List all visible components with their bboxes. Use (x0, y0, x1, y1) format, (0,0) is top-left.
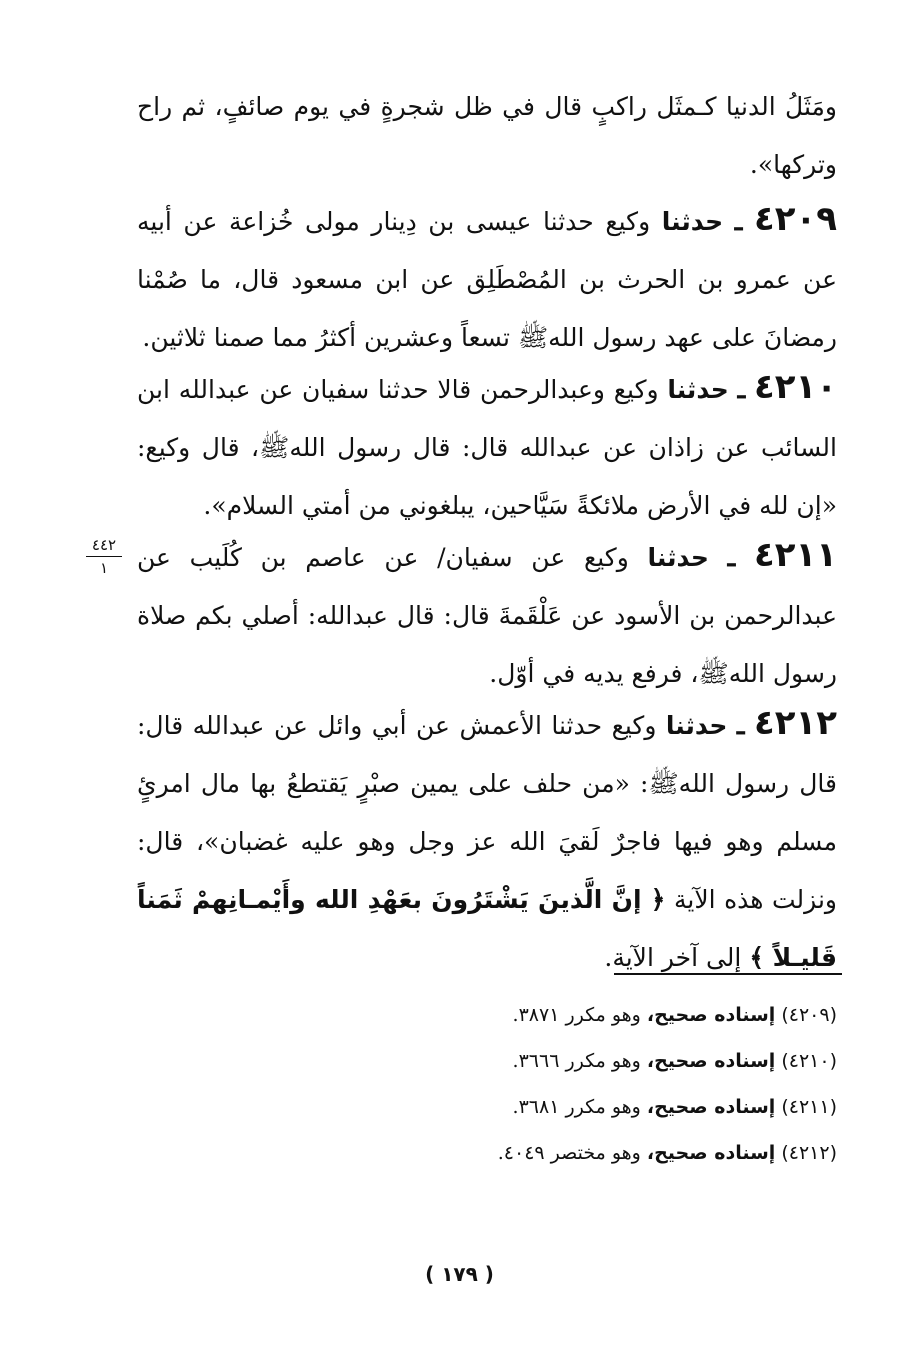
quran-verse: ﴿ إنَّ الَّذينَ يَشْتَرُونَ بعَهْدِ الله وأَيْمـانِهمْ ثَمَناً قَليـلاً ﴾ (137, 885, 837, 972)
footnote-item (300, 992, 837, 1038)
hadith-text: وكيع عن سفيان/ عن عاصم بن كُلَيب عن عبدالرحمن بن الأسود عن عَلْقَمةَ قال: قال عبدالله: أصلي بكم صلاة رسول اللهﷺ، فرفع يديه في أوّل. (137, 543, 837, 688)
hadith-text: وكيع حدثنا الأعمش عن أبي وائل عن عبدالله قال: قال رسول اللهﷺ: «من حلف على يمين صبْرٍ يَقتطعُ بها مال امرئٍ مسلم وهو فيها فاجرٌ لَقيَ الله عز وجل وهو عليه غضبان»، قال: ونزلت هذه الآية (137, 711, 837, 914)
hadith-4211 (137, 526, 837, 703)
footnote-grade: إسناده صحيح، (646, 1142, 776, 1164)
footnote-ref: (٤٢١٠) (781, 1050, 837, 1072)
footnote-note: وهو مختصر ٤٠٤٩. (497, 1142, 641, 1164)
intro-paragraph (137, 78, 837, 194)
hadith-text-end: إلى آخر الآية. (604, 943, 742, 972)
footnote-note: وهو مكرر ٣٨٧١. (512, 1004, 641, 1026)
margin-note-page: ٤٤٢ (86, 536, 122, 557)
footnote-grade: إسناده صحيح، (646, 1004, 776, 1026)
footnote-ref: (٤٢١٢) (781, 1142, 837, 1164)
hadith-number: ٤٢١١ (753, 535, 837, 575)
page-number: ( ١٧٩ ) (425, 1262, 494, 1286)
intro-text: ومَثَلُ الدنيا كـمثَل راكبٍ قال في ظل شجرةٍ في يوم صائفٍ، ثم راح وتركها». (137, 92, 837, 179)
hadith-keyword: حدثنا (665, 711, 728, 740)
hadith-number: ٤٢١٠ (753, 367, 837, 407)
hadith-text: وكيع حدثنا عيسى بن دِينار مولى خُزاعة عن أبيه عن عمرو بن الحرث بن المُصْطَلِق عن ابن مسعود قال، ما صُمْنا رمضانَ على عهد رسول اللهﷺ تسعاً وعشرين أكثرُ مما صمنا ثلاثين. (137, 207, 837, 352)
hadith-number: ٤٢٠٩ (754, 199, 838, 239)
hadith-keyword: حدثنا (661, 207, 724, 236)
hadith-dash: ـ (737, 375, 746, 405)
footnote-item (300, 1084, 837, 1130)
hadith-keyword: حدثنا (647, 543, 709, 572)
hadith-dash: ـ (736, 711, 745, 741)
footnote-separator (614, 973, 842, 975)
hadith-4210 (137, 358, 837, 535)
footnote-note: وهو مكرر ٣٦٦٦. (512, 1050, 641, 1072)
footnotes (300, 992, 837, 1176)
hadith-4209 (137, 190, 837, 367)
hadith-dash: ـ (727, 543, 736, 573)
footnote-ref: (٤٢٠٩) (781, 1004, 837, 1026)
hadith-text: وكيع وعبدالرحمن قالا حدثنا سفيان عن عبدالله ابن السائب عن زاذان عن عبدالله قال: قال رسول اللهﷺ، قال وكيع: «إن لله في الأرض ملائكةً سَيَّاحين، يبلغوني من أمتي السلام». (137, 375, 837, 520)
hadith-dash: ـ (734, 207, 743, 237)
margin-note-volume: ١ (99, 559, 109, 577)
footnote-item (300, 1038, 837, 1084)
hadith-keyword: حدثنا (667, 375, 729, 404)
footnote-grade: إسناده صحيح، (646, 1096, 776, 1118)
hadith-4212 (137, 694, 837, 987)
footnote-ref: (٤٢١١) (781, 1096, 837, 1118)
margin-volume-page-note (86, 536, 122, 577)
footnote-note: وهو مكرر ٣٦٨١. (512, 1096, 641, 1118)
hadith-number: ٤٢١٢ (754, 703, 838, 743)
footnote-item (300, 1130, 837, 1176)
footnote-grade: إسناده صحيح، (646, 1050, 776, 1072)
